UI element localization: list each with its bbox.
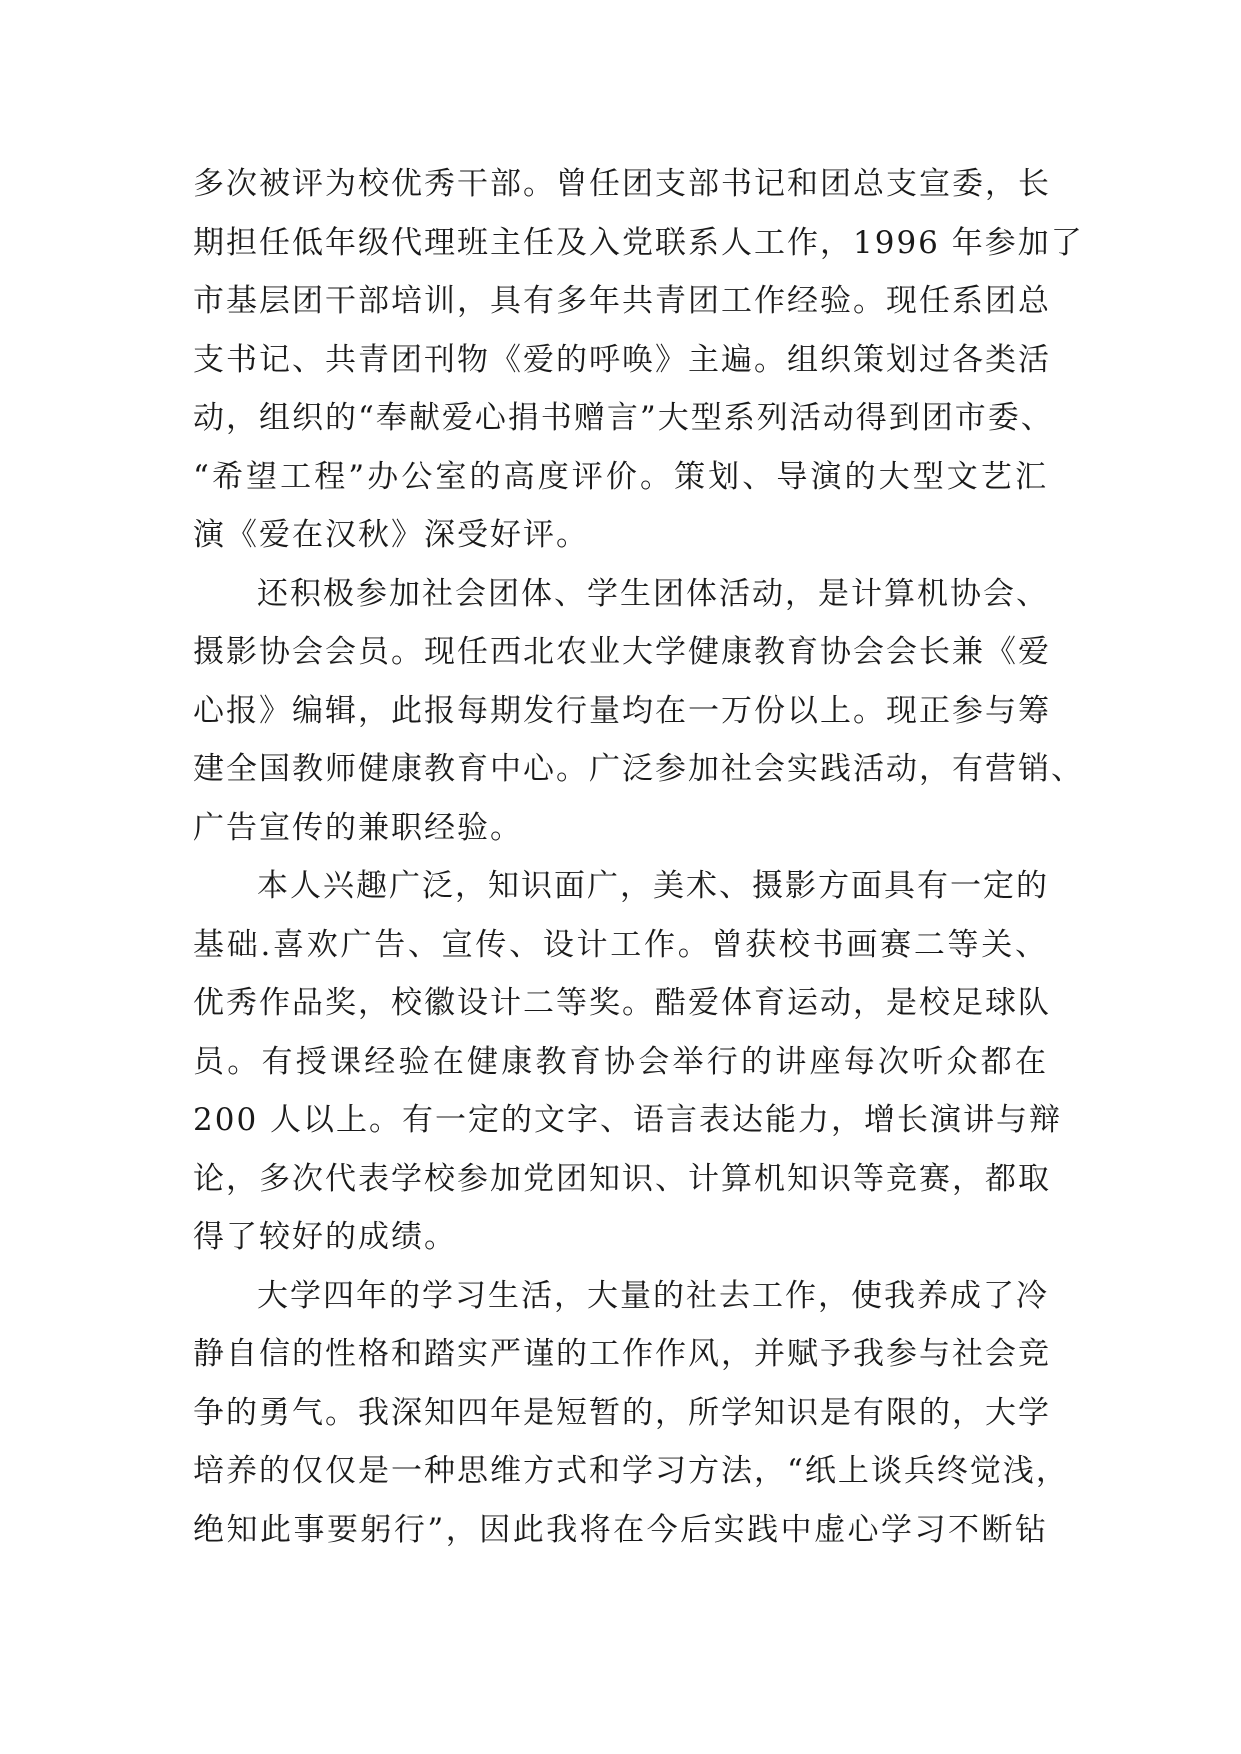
text-line: 期担任低年级代理班主任及入党联系人工作，1996 年参加了 (193, 224, 1084, 261)
paragraph-4 (193, 1267, 1069, 1560)
text-line: 市基层团干部培训，具有多年共青团工作经验。现任系团总 (193, 283, 1051, 319)
paragraph-2 (193, 565, 1084, 858)
text-line: 大学四年的学习生活，大量的社去工作，使我养成了冷 (257, 1277, 1049, 1314)
text-line: 摄影协会会员。现任西北农业大学健康教育协会会长兼《爱 (193, 634, 1051, 670)
text-line: 优秀作品奖，校徽设计二等奖。酷爱体育运动，是校足球队 (193, 985, 1051, 1021)
text-line: 心报》编辑，此报每期发行量均在一万份以上。现正参与筹 (193, 692, 1051, 729)
text-line: 演《爱在汉秋》深受好评。 (193, 517, 589, 553)
text-line: “希望工程”办公室的高度评价。策划、导演的大型文艺汇 (193, 458, 1048, 495)
paragraph-3 (193, 857, 1063, 1267)
text-line: 建全国教师健康教育中心。广泛参加社会实践活动，有营销、 (193, 751, 1084, 787)
document-page (193, 155, 1084, 1559)
text-line: 争的勇气。我深知四年是短暂的，所学知识是有限的，大学 (193, 1394, 1051, 1431)
text-line: 静自信的性格和踏实严谨的工作作风，并赋予我参与社会竞 (193, 1336, 1051, 1372)
text-line: 员。有授课经验在健康教育协会举行的讲座每次听众都在 (193, 1043, 1048, 1080)
text-line: 多次被评为校优秀干部。曾任团支部书记和团总支宣委，长 (193, 166, 1051, 202)
text-line: 还积极参加社会团体、学生团体活动，是计算机协会、 (257, 575, 1049, 612)
text-line: 200 人以上。有一定的文字、语言表达能力，增长演讲与辩 (193, 1102, 1063, 1138)
text-line: 绝知此事要躬行”，因此我将在今后实践中虚心学习不断钻 (193, 1511, 1048, 1548)
paragraph-1 (193, 155, 1084, 565)
text-line: 论，多次代表学校参加党团知识、计算机知识等竞赛，都取 (193, 1160, 1051, 1197)
text-line: 培养的仅仅是一种思维方式和学习方法，“纸上谈兵终觉浅， (193, 1453, 1069, 1489)
text-line: 得了较好的成绩。 (193, 1219, 457, 1255)
text-line: 基础.喜欢广告、宣传、设计工作。曾获校书画赛二等关、 (193, 926, 1048, 963)
text-line: 本人兴趣广泛，知识面广，美术、摄影方面具有一定的 (257, 868, 1049, 904)
text-line: 动，组织的“奉献爱心捐书赠言”大型系列活动得到团市委、 (193, 400, 1054, 436)
text-line: 支书记、共青团刊物《爱的呼唤》主遍。组织策划过各类活 (193, 341, 1051, 378)
text-line: 广告宣传的兼职经验。 (193, 809, 523, 846)
